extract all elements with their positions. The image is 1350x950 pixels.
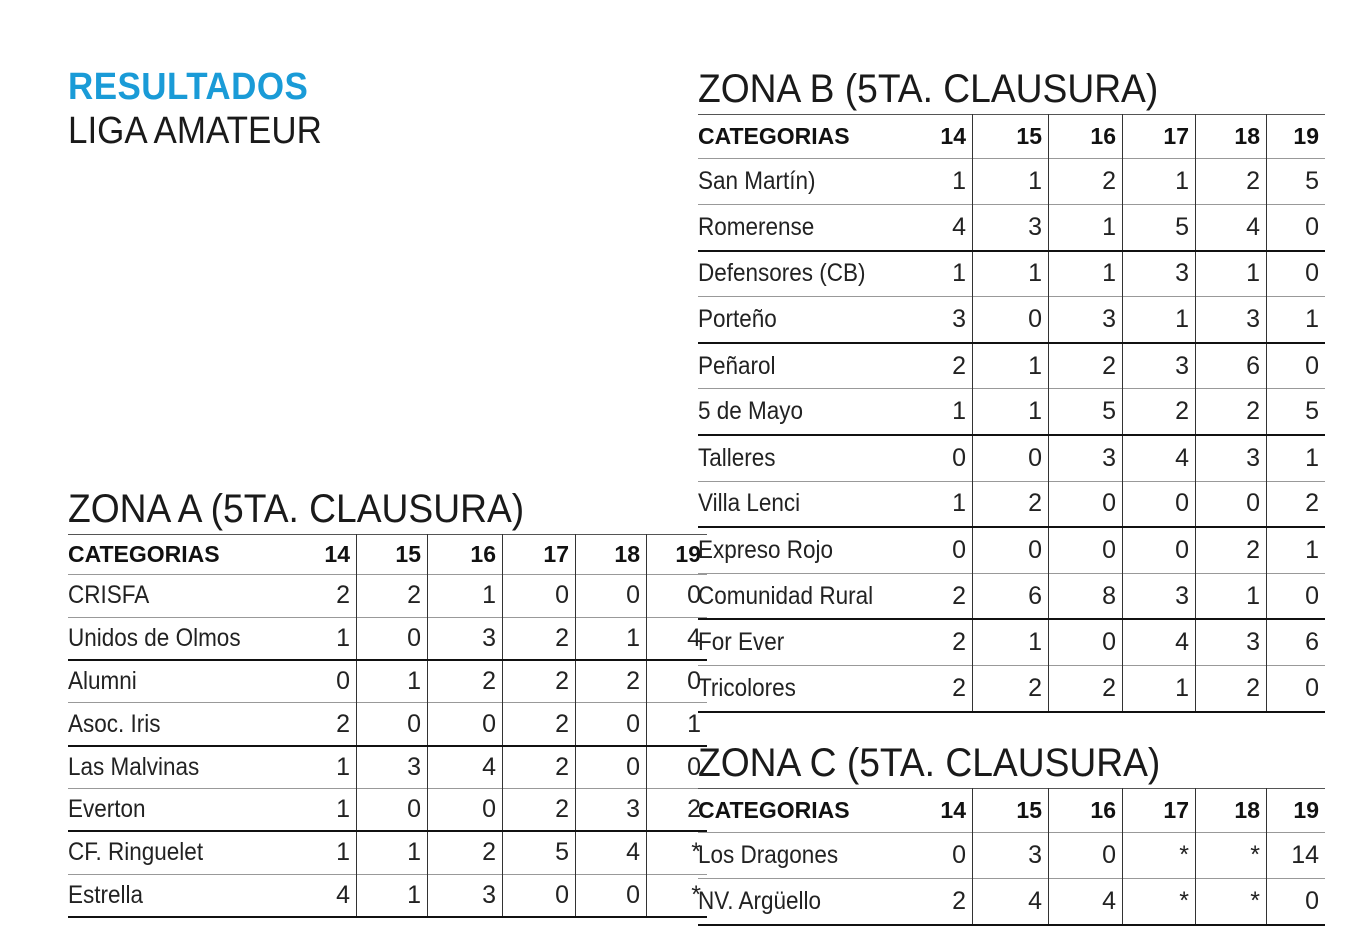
score-cell: * xyxy=(1196,833,1267,879)
team-cell xyxy=(698,251,903,297)
score-cell: 1 xyxy=(336,838,350,867)
score-cell: 0 xyxy=(952,841,966,869)
score-cell: 2 xyxy=(336,581,350,610)
score-cell: 1 xyxy=(1267,297,1326,343)
column-header-categorias: CATEGORIAS xyxy=(68,541,220,567)
score-cell: 4 xyxy=(952,212,966,241)
score-cell: * xyxy=(647,874,708,917)
team-cell xyxy=(68,660,286,703)
team-cell xyxy=(698,619,903,665)
team-name: CF. Ringuelet xyxy=(68,838,204,867)
team-name: Porteño xyxy=(698,305,777,334)
score-cell: 0 xyxy=(1123,527,1196,573)
score-cell: 0 xyxy=(576,874,647,917)
score-cell: 1 xyxy=(973,619,1049,665)
score-cell: 1 xyxy=(1123,159,1196,205)
score-cell: 5 xyxy=(1267,389,1326,435)
score-cell: 6 xyxy=(1267,619,1326,665)
score-cell: 4 xyxy=(1196,205,1267,251)
score-cell: 1 xyxy=(1049,205,1123,251)
column-header-16: 16 xyxy=(1049,789,1123,833)
score-cell: 3 xyxy=(952,305,966,334)
column-header-15: 15 xyxy=(357,535,428,575)
zona-b-title: ZONA B (5TA. CLAUSURA) xyxy=(698,67,1159,111)
score-cell: 2 xyxy=(428,660,503,703)
team-name: Los Dragones xyxy=(698,841,839,869)
score-cell: 4 xyxy=(428,746,503,789)
team-cell xyxy=(698,159,903,205)
score-cell: 0 xyxy=(503,575,576,618)
team-cell xyxy=(68,874,286,917)
score-cell: 1 xyxy=(1123,297,1196,343)
score-cell: 0 xyxy=(357,617,428,660)
score-cell: 2 xyxy=(1049,343,1123,389)
team-name: San Martín) xyxy=(698,167,816,196)
score-cell: 3 xyxy=(357,746,428,789)
score-cell: 3 xyxy=(1196,619,1267,665)
score-cell: 0 xyxy=(952,443,966,472)
zona-a-table xyxy=(68,534,707,918)
score-cell: 0 xyxy=(1196,481,1267,527)
score-cell: 1 xyxy=(428,575,503,618)
score-cell: 1 xyxy=(973,343,1049,389)
column-header-categorias: CATEGORIAS xyxy=(698,797,850,823)
score-cell: 1 xyxy=(357,660,428,703)
score-cell: 2 xyxy=(503,660,576,703)
score-cell: 0 xyxy=(576,703,647,746)
score-cell: 0 xyxy=(1267,879,1326,925)
score-cell: 2 xyxy=(1123,389,1196,435)
header-row xyxy=(68,535,707,575)
team-cell xyxy=(698,666,903,712)
team-name: Unidos de Olmos xyxy=(68,623,241,652)
score-cell: 0 xyxy=(503,874,576,917)
table-row xyxy=(698,205,1325,251)
team-name: Estrella xyxy=(68,880,144,909)
team-cell xyxy=(68,788,286,831)
table-row xyxy=(68,831,707,874)
team-cell xyxy=(68,703,286,746)
zona-b-table xyxy=(698,114,1325,713)
score-cell: 1 xyxy=(952,167,966,196)
score-cell: 2 xyxy=(952,886,966,915)
header-row xyxy=(698,789,1325,833)
team-name: Tricolores xyxy=(698,673,796,702)
team-name: Peñarol xyxy=(698,351,776,380)
score-cell: 6 xyxy=(1196,343,1267,389)
team-cell xyxy=(698,205,903,251)
table-row xyxy=(698,159,1325,205)
score-cell: 2 xyxy=(952,581,966,610)
score-cell: 2 xyxy=(576,660,647,703)
table-row xyxy=(698,251,1325,297)
table-row xyxy=(68,660,707,703)
score-cell: 2 xyxy=(952,673,966,702)
table-row xyxy=(698,833,1325,879)
score-cell: 0 xyxy=(1049,619,1123,665)
score-cell: 1 xyxy=(336,623,350,652)
team-cell xyxy=(698,879,903,925)
team-name: Romerense xyxy=(698,212,815,241)
score-cell: 6 xyxy=(973,573,1049,619)
score-cell: 0 xyxy=(647,575,708,618)
team-cell xyxy=(698,389,903,435)
score-cell: 3 xyxy=(1196,297,1267,343)
score-cell: 0 xyxy=(1049,481,1123,527)
team-cell xyxy=(698,527,903,573)
score-cell: 4 xyxy=(336,880,350,909)
team-cell xyxy=(698,343,903,389)
header-row xyxy=(698,115,1325,159)
score-cell: 2 xyxy=(503,617,576,660)
score-cell: 0 xyxy=(1123,481,1196,527)
score-cell: 4 xyxy=(1049,879,1123,925)
table-row xyxy=(68,617,707,660)
score-cell: 0 xyxy=(1267,251,1326,297)
team-name: Comunidad Rural xyxy=(698,581,874,610)
zona-a-title: ZONA A (5TA. CLAUSURA) xyxy=(68,487,525,531)
score-cell: 1 xyxy=(973,389,1049,435)
score-cell: 2 xyxy=(503,746,576,789)
column-header-18: 18 xyxy=(576,535,647,575)
score-cell: 0 xyxy=(1267,573,1326,619)
team-name: NV. Argüello xyxy=(698,886,822,915)
column-header-18: 18 xyxy=(1196,789,1267,833)
column-header-19: 19 xyxy=(1267,789,1326,833)
score-cell: 3 xyxy=(973,205,1049,251)
column-header-14: 14 xyxy=(324,541,350,567)
column-header-16: 16 xyxy=(428,535,503,575)
score-cell: 0 xyxy=(973,527,1049,573)
column-header-19: 19 xyxy=(1267,115,1326,159)
score-cell: 1 xyxy=(973,159,1049,205)
score-cell: 2 xyxy=(952,628,966,657)
score-cell: 8 xyxy=(1049,573,1123,619)
zona-c-title: ZONA C (5TA. CLAUSURA) xyxy=(698,741,1161,785)
table-row xyxy=(698,619,1325,665)
score-cell: 2 xyxy=(503,703,576,746)
score-cell: 3 xyxy=(973,833,1049,879)
column-header-14: 14 xyxy=(940,797,966,823)
score-cell: 2 xyxy=(1196,527,1267,573)
score-cell: 1 xyxy=(647,703,708,746)
score-cell: 14 xyxy=(1267,833,1326,879)
column-header-categorias: CATEGORIAS xyxy=(698,123,850,149)
table-row xyxy=(698,389,1325,435)
column-header-14: 14 xyxy=(940,123,966,149)
table-row xyxy=(68,874,707,917)
score-cell: 1 xyxy=(1267,435,1326,481)
score-cell: 1 xyxy=(952,259,966,288)
score-cell: 0 xyxy=(357,788,428,831)
team-cell xyxy=(698,435,903,481)
score-cell: 2 xyxy=(1049,666,1123,712)
score-cell: 0 xyxy=(428,703,503,746)
score-cell: 4 xyxy=(973,879,1049,925)
score-cell: * xyxy=(1123,879,1196,925)
team-cell xyxy=(698,481,903,527)
score-cell: 1 xyxy=(357,874,428,917)
score-cell: 0 xyxy=(1267,343,1326,389)
score-cell: 3 xyxy=(1049,435,1123,481)
table-row xyxy=(68,746,707,789)
column-header-15: 15 xyxy=(973,115,1049,159)
score-cell: 1 xyxy=(1196,573,1267,619)
score-cell: 2 xyxy=(973,666,1049,712)
score-cell: 5 xyxy=(1049,389,1123,435)
column-header-16: 16 xyxy=(1049,115,1123,159)
team-cell xyxy=(698,573,903,619)
score-cell: 1 xyxy=(952,397,966,426)
score-cell: 5 xyxy=(1123,205,1196,251)
score-cell: 0 xyxy=(428,788,503,831)
score-cell: 1 xyxy=(336,795,350,824)
score-cell: 2 xyxy=(336,709,350,738)
team-name: Everton xyxy=(68,795,146,824)
score-cell: 1 xyxy=(357,831,428,874)
score-cell: 1 xyxy=(973,251,1049,297)
team-name: Expreso Rojo xyxy=(698,536,834,565)
team-name: CRISFA xyxy=(68,581,150,610)
team-name: Villa Lenci xyxy=(698,489,801,518)
team-cell xyxy=(68,617,286,660)
score-cell: 2 xyxy=(1267,481,1326,527)
score-cell: 0 xyxy=(1049,527,1123,573)
table-row xyxy=(68,788,707,831)
score-cell: * xyxy=(1123,833,1196,879)
score-cell: 2 xyxy=(647,788,708,831)
score-cell: 2 xyxy=(1049,159,1123,205)
team-cell xyxy=(68,746,286,789)
score-cell: 1 xyxy=(576,617,647,660)
table-row xyxy=(698,343,1325,389)
score-cell: 1 xyxy=(1196,251,1267,297)
team-name: Alumni xyxy=(68,667,137,696)
score-cell: 0 xyxy=(357,703,428,746)
score-cell: 2 xyxy=(973,481,1049,527)
score-cell: * xyxy=(1196,879,1267,925)
score-cell: 3 xyxy=(1123,573,1196,619)
score-cell: 2 xyxy=(1196,159,1267,205)
table-row xyxy=(698,573,1325,619)
table-row xyxy=(68,575,707,618)
score-cell: 1 xyxy=(952,489,966,518)
team-cell xyxy=(68,831,286,874)
score-cell: 0 xyxy=(952,536,966,565)
score-cell: 0 xyxy=(576,746,647,789)
score-cell: 1 xyxy=(1049,251,1123,297)
score-cell: 0 xyxy=(647,746,708,789)
table-row xyxy=(698,666,1325,712)
column-header-19: 19 xyxy=(647,535,708,575)
score-cell: 0 xyxy=(1049,833,1123,879)
team-cell xyxy=(68,575,286,618)
score-cell: 2 xyxy=(428,831,503,874)
score-cell: 4 xyxy=(647,617,708,660)
score-cell: 0 xyxy=(1267,666,1326,712)
zona-b-section xyxy=(698,66,1325,713)
column-header-18: 18 xyxy=(1196,115,1267,159)
page-subtitle: LIGA AMATEUR xyxy=(68,110,322,152)
table-row xyxy=(698,481,1325,527)
table-row xyxy=(698,435,1325,481)
team-name: Defensores (CB) xyxy=(698,259,866,288)
zona-c-section xyxy=(698,740,1325,926)
score-cell: 3 xyxy=(1123,343,1196,389)
table-row xyxy=(698,527,1325,573)
score-cell: * xyxy=(647,831,708,874)
score-cell: 0 xyxy=(336,667,350,696)
score-cell: 5 xyxy=(503,831,576,874)
column-header-17: 17 xyxy=(1123,789,1196,833)
score-cell: 0 xyxy=(973,435,1049,481)
score-cell: 0 xyxy=(1267,205,1326,251)
team-name: Asoc. Iris xyxy=(68,709,161,738)
score-cell: 3 xyxy=(428,874,503,917)
column-header-17: 17 xyxy=(1123,115,1196,159)
score-cell: 5 xyxy=(1267,159,1326,205)
zona-c-table xyxy=(698,788,1325,926)
score-cell: 2 xyxy=(503,788,576,831)
score-cell: 4 xyxy=(1123,435,1196,481)
page-title: RESULTADOS xyxy=(68,66,309,108)
score-cell: 0 xyxy=(576,575,647,618)
score-cell: 3 xyxy=(1123,251,1196,297)
score-cell: 0 xyxy=(647,660,708,703)
score-cell: 2 xyxy=(1196,666,1267,712)
page-header xyxy=(68,66,344,154)
score-cell: 4 xyxy=(1123,619,1196,665)
team-name: 5 de Mayo xyxy=(698,397,804,426)
score-cell: 0 xyxy=(973,297,1049,343)
team-cell xyxy=(698,833,903,879)
score-cell: 2 xyxy=(357,575,428,618)
column-header-15: 15 xyxy=(973,789,1049,833)
team-cell xyxy=(698,297,903,343)
score-cell: 4 xyxy=(576,831,647,874)
team-name: For Ever xyxy=(698,628,785,657)
column-header-17: 17 xyxy=(503,535,576,575)
team-name: Las Malvinas xyxy=(68,752,200,781)
score-cell: 1 xyxy=(1123,666,1196,712)
table-row xyxy=(68,703,707,746)
score-cell: 3 xyxy=(1196,435,1267,481)
score-cell: 3 xyxy=(576,788,647,831)
table-row xyxy=(698,297,1325,343)
score-cell: 1 xyxy=(336,752,350,781)
score-cell: 2 xyxy=(952,351,966,380)
zona-a-section xyxy=(68,486,707,918)
score-cell: 3 xyxy=(428,617,503,660)
table-row xyxy=(698,879,1325,925)
score-cell: 1 xyxy=(1267,527,1326,573)
team-name: Talleres xyxy=(698,443,776,472)
score-cell: 3 xyxy=(1049,297,1123,343)
score-cell: 2 xyxy=(1196,389,1267,435)
